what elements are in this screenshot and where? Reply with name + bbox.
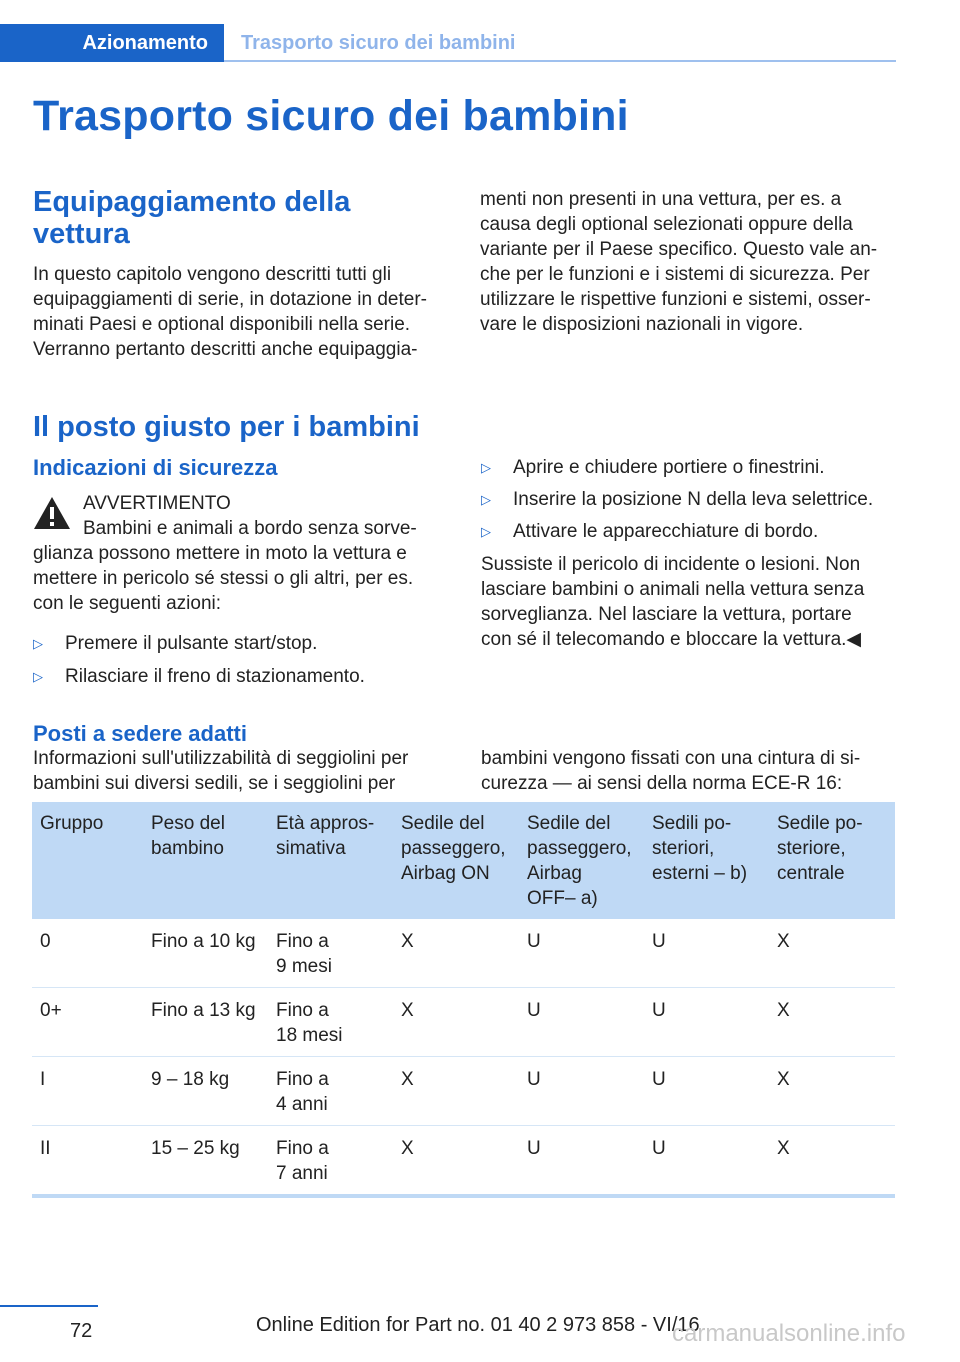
header-line: Gruppo xyxy=(40,813,104,834)
text-line: sorveglianza. Nel lasciare la vettura, portare xyxy=(481,604,852,625)
table-row xyxy=(32,919,895,988)
header-rule xyxy=(224,60,896,62)
triangle-bullet-icon: ▷ xyxy=(33,669,43,684)
cell-line: 15 – 25 kg xyxy=(151,1138,240,1159)
text-line: con le seguenti azioni: xyxy=(33,593,222,614)
cell-line: Fino a 10 kg xyxy=(151,931,256,952)
table-cell xyxy=(32,1126,143,1197)
page-number: 72 xyxy=(70,1320,93,1342)
cell-line: U xyxy=(527,931,541,952)
table-cell xyxy=(143,1057,268,1126)
cell-line: 0+ xyxy=(40,1000,62,1021)
header-line: centrale xyxy=(777,863,845,884)
subheading-suitable-seats: Posti a sedere adatti xyxy=(33,721,247,746)
warning-text xyxy=(33,516,463,616)
list-item-text: Rilasciare il freno di stazionamento. xyxy=(65,666,365,687)
cell-line: 18 mesi xyxy=(276,1025,343,1046)
page-number-rule xyxy=(0,1305,98,1307)
table-cell xyxy=(769,1057,895,1126)
table-cell xyxy=(769,1126,895,1197)
table-cell xyxy=(644,919,769,988)
header-line: passeggero, xyxy=(401,838,506,859)
cell-line: U xyxy=(652,1069,666,1090)
header-line: Sedile po‐ xyxy=(777,813,863,834)
table-cell xyxy=(143,988,268,1057)
text-line: glianza possono mettere in moto la vettura e xyxy=(33,543,407,564)
page-title: Trasporto sicuro dei bambini xyxy=(33,92,629,140)
table-cell xyxy=(268,1057,393,1126)
table-cell xyxy=(769,988,895,1057)
table-cell xyxy=(143,1126,268,1197)
text-line: Informazioni sull'utilizzabilità di seggiolini per xyxy=(33,748,409,769)
table-header-cell xyxy=(143,802,268,919)
cell-line: X xyxy=(777,1000,790,1021)
header-line: steriore, xyxy=(777,838,846,859)
cell-line: Fino a 13 kg xyxy=(151,1000,256,1021)
triangle-bullet-icon: ▷ xyxy=(481,460,491,475)
edition-text: Online Edition for Part no. 01 40 2 973 858 - VI/16 xyxy=(256,1314,700,1336)
table-cell xyxy=(268,1126,393,1197)
header-line: Sedili po‐ xyxy=(652,813,732,834)
table-row xyxy=(32,1057,895,1126)
list-item xyxy=(481,455,901,480)
list-item-text: Inserire la posizione N della leva selettrice. xyxy=(513,489,874,510)
header-line: bambino xyxy=(151,838,224,859)
table-header-cell xyxy=(393,802,519,919)
text-line: vare le disposizioni nazionali in vigore. xyxy=(480,314,804,335)
text-line: con sé il telecomando e bloccare la vettura.◀ xyxy=(481,629,862,650)
table-header-cell xyxy=(268,802,393,919)
header-line: Airbag xyxy=(527,863,582,884)
cell-line: 9 mesi xyxy=(276,956,332,977)
header-line: simativa xyxy=(276,838,346,859)
cell-line: I xyxy=(40,1069,46,1090)
cell-line: U xyxy=(652,1138,666,1159)
table-row xyxy=(32,988,895,1057)
header-line: Sedile del xyxy=(401,813,485,834)
table-cell xyxy=(143,919,268,988)
table-cell xyxy=(519,988,644,1057)
list-item-text: Premere il pulsante start/stop. xyxy=(65,633,318,654)
text-line: Verranno pertanto descritti anche equipaggia‐ xyxy=(33,339,418,360)
list-item-text: Attivare le apparecchiature di bordo. xyxy=(513,521,819,542)
text-line: mettere in pericolo sé stessi o gli altri, per es. xyxy=(33,568,414,589)
header-line: Età appros‐ xyxy=(276,813,375,834)
seats-intro-col2 xyxy=(481,746,901,796)
table-cell xyxy=(393,1126,519,1197)
table-cell xyxy=(393,1057,519,1126)
text-line: bambini vengono fissati con una cintura di si‐ xyxy=(481,748,861,769)
section-tab[interactable] xyxy=(0,24,224,62)
text-line: causa degli optional selezionati oppure della xyxy=(480,214,853,235)
table-header-cell xyxy=(644,802,769,919)
triangle-bullet-icon: ▷ xyxy=(481,524,491,539)
intro-col1 xyxy=(33,262,453,362)
cell-line: X xyxy=(777,1069,790,1090)
list-item xyxy=(481,519,901,544)
text-line: In questo capitolo vengono descritti tutti gli xyxy=(33,264,392,285)
section-heading-right-place: Il posto giusto per i bambini xyxy=(33,411,420,443)
table-body xyxy=(32,919,895,1196)
heading-line: vettura xyxy=(33,218,130,250)
text-line: variante per il Paese specifico. Questo vale an‐ xyxy=(480,239,878,260)
intro-col2 xyxy=(480,187,900,337)
section-tab-label: Azionamento xyxy=(82,31,208,54)
watermark: carmanualsonline.info xyxy=(672,1320,906,1347)
list-item xyxy=(481,487,901,512)
table-cell xyxy=(32,988,143,1057)
cell-line: Fino a xyxy=(276,1069,329,1090)
table-cell xyxy=(519,1057,644,1126)
list-item xyxy=(33,664,463,689)
text-line: equipaggiamenti di serie, in dotazione in deter‐ xyxy=(33,289,427,310)
cell-line: 9 – 18 kg xyxy=(151,1069,230,1090)
header-line: Airbag ON xyxy=(401,863,490,884)
table-cell xyxy=(519,919,644,988)
triangle-bullet-icon: ▷ xyxy=(481,492,491,507)
table-cell xyxy=(32,919,143,988)
cell-line: Fino a xyxy=(276,1000,329,1021)
cell-line: 4 anni xyxy=(276,1094,328,1115)
list-item-text: Aprire e chiudere portiere o finestrini. xyxy=(513,457,825,478)
heading-line: Equipaggiamento della xyxy=(33,186,351,218)
cell-line: U xyxy=(527,1138,541,1159)
text-line: Sussiste il pericolo di incidente o lesioni. Non xyxy=(481,554,861,575)
seats-intro-col1 xyxy=(33,746,463,796)
conclusion-text xyxy=(481,552,901,652)
table-cell xyxy=(644,1057,769,1126)
text-line: bambini sui diversi sedili, se i seggiolini per xyxy=(33,773,396,794)
table-cell xyxy=(769,919,895,988)
section-heading-equipment xyxy=(33,186,350,250)
text-line: che per le funzioni e i sistemi di sicurezza. Per xyxy=(480,264,870,285)
header-line: Peso del xyxy=(151,813,225,834)
cell-line: U xyxy=(527,1069,541,1090)
cell-line: 0 xyxy=(40,931,51,952)
cell-line: Fino a xyxy=(276,931,329,952)
header-line: esterni – b) xyxy=(652,863,748,884)
cell-line: Fino a xyxy=(276,1138,329,1159)
header-line: passeggero, xyxy=(527,838,632,859)
cell-line: X xyxy=(401,1000,414,1021)
text-line: minati Paesi e optional disponibili nella serie. xyxy=(33,314,411,335)
table-cell xyxy=(268,988,393,1057)
cell-line: U xyxy=(527,1000,541,1021)
table-header-cell xyxy=(519,802,644,919)
table-header-cell xyxy=(769,802,895,919)
table-cell xyxy=(393,988,519,1057)
table-header-cell xyxy=(32,802,143,919)
bullet-list-left xyxy=(33,631,463,689)
table-cell xyxy=(32,1057,143,1126)
cell-line: X xyxy=(777,1138,790,1159)
text-line: menti non presenti in una vettura, per es. a xyxy=(480,189,842,210)
cell-line: U xyxy=(652,1000,666,1021)
table-header-row xyxy=(32,802,895,919)
warning-label: AVVERTIMENTO xyxy=(83,493,231,514)
header-line: OFF– a) xyxy=(527,888,598,909)
cell-line: X xyxy=(401,931,414,952)
table-cell xyxy=(519,1126,644,1197)
bullet-list-right xyxy=(481,455,901,544)
list-item xyxy=(33,631,463,656)
cell-line: X xyxy=(401,1069,414,1090)
table-cell xyxy=(644,988,769,1057)
text-line: lasciare bambini o animali nella vettura senza xyxy=(481,579,865,600)
subheading-safety: Indicazioni di sicurezza xyxy=(33,455,278,480)
breadcrumb[interactable]: Trasporto sicuro dei bambini xyxy=(241,31,516,54)
text-line: utilizzare le rispettive funzioni e sistemi, osser‐ xyxy=(480,289,871,310)
table-row xyxy=(32,1126,895,1197)
table-cell xyxy=(644,1126,769,1197)
header-line: Sedile del xyxy=(527,813,611,834)
table-cell xyxy=(393,919,519,988)
cell-line: U xyxy=(652,931,666,952)
child-seat-table xyxy=(32,802,895,1198)
table-cell xyxy=(268,919,393,988)
cell-line: II xyxy=(40,1138,51,1159)
cell-line: X xyxy=(401,1138,414,1159)
cell-line: X xyxy=(777,931,790,952)
text-line: Bambini e animali a bordo senza sorve‐ xyxy=(83,518,417,539)
cell-line: 7 anni xyxy=(276,1163,328,1184)
triangle-bullet-icon: ▷ xyxy=(33,636,43,651)
header-line: steriori, xyxy=(652,838,715,859)
text-line: curezza — ai sensi della norma ECE-R 16: xyxy=(481,773,843,794)
